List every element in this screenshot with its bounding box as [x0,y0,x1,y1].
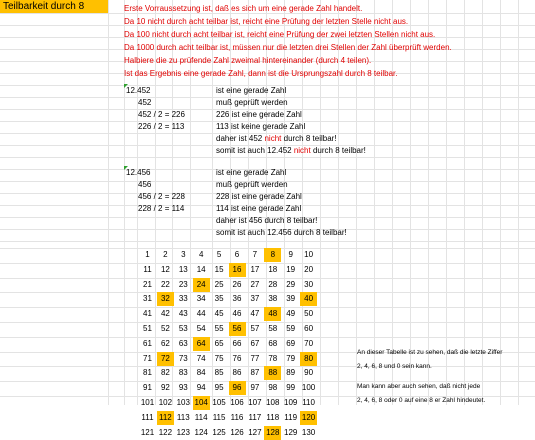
example-conclusion: daher ist 452 nicht durch 8 teilbar! [216,134,337,143]
grid-cell: 27 [250,279,260,289]
grid-cell-multiple-of-8: 120 [300,411,317,425]
grid-cell-multiple-of-8: 72 [157,352,174,366]
grid-cell: 101 [140,398,155,407]
grid-cell: 21 [143,279,152,289]
grid-cell: 92 [160,383,170,393]
grid-cell: 9 [288,250,293,259]
example-conclusion: daher ist 456 durch 8 teilbar! [216,216,318,225]
grid-cell: 127 [248,427,262,437]
grid-cell: 5 [216,250,222,259]
example-note: ist eine gerade Zahl [216,86,287,95]
grid-cell: 57 [250,324,260,333]
grid-cell: 54 [196,324,206,333]
grid-cell: 86 [232,368,242,378]
grid-cell: 14 [196,264,206,274]
grid-cell: 36 [232,294,242,304]
grid-cell: 81 [143,368,152,378]
note-line: Man kann aber auch sehen, daß nicht jede [357,383,481,390]
grid-cell: 1 [145,250,150,259]
grid-cell-multiple-of-8: 96 [229,381,246,395]
intro-line: Da 1000 durch acht teilbar ist, müssen nur die letzten drei Stellen der Zahl überprüft werden. [124,43,452,52]
example-step: 228 / 2 = 114 [138,204,185,213]
grid-cell: 29 [286,279,296,289]
grid-cell: 107 [248,398,262,407]
grid-cell: 129 [284,427,298,437]
grid-cell: 45 [214,309,224,319]
grid-cell: 102 [158,398,173,407]
grid-cell: 95 [214,383,224,393]
grid-cell: 109 [284,398,298,407]
grid-cell: 85 [214,368,224,378]
grid-cell: 126 [230,427,244,437]
grid-cell: 43 [178,309,188,319]
grid-cell-multiple-of-8: 112 [157,411,174,425]
example-number: 12.452 [126,86,151,95]
grid-cell: 4 [198,250,204,259]
intro-line: Halbiere die zu prüfende Zahl zweimal hintereinander (durch 4 teilen). [124,56,372,65]
grid-cell: 75 [214,353,224,363]
grid-cell: 117 [248,412,262,422]
grid-cell: 63 [178,338,188,348]
example-step: 452 / 2 = 226 [138,110,185,119]
grid-cell: 12 [160,264,170,274]
grid-cell: 116 [230,412,244,422]
example-step: 226 / 2 = 113 [138,122,185,131]
note-line: An dieser Tabelle ist zu sehen, daß die letzte Ziffer [357,349,503,356]
grid-cell-multiple-of-8: 48 [264,307,281,321]
example-note: 226 ist eine gerade Zahl [216,110,302,119]
example-note: muß geprüft werden [216,180,288,189]
grid-cell: 103 [176,398,190,407]
grid-cell: 113 [176,412,190,422]
grid-cell: 51 [143,324,152,333]
grid-cell: 100 [301,383,316,393]
grid-cell: 23 [178,279,188,289]
grid-cell: 55 [214,324,224,333]
grid-cell: 19 [286,264,296,274]
grid-cell: 42 [160,309,170,319]
grid-cell: 3 [181,250,186,259]
grid-cell: 41 [143,309,152,319]
grid-cell: 15 [214,264,224,274]
grid-cell: 122 [158,427,173,437]
grid-cell: 7 [252,250,258,259]
example-note: 113 ist keine gerade Zahl [216,122,306,131]
grid-cell: 58 [268,324,278,333]
grid-cell: 39 [286,294,296,304]
grid-cell-multiple-of-8: 56 [229,322,246,336]
grid-cell: 93 [178,383,188,393]
grid-cell: 34 [196,294,206,304]
grid-cell: 67 [250,338,260,348]
intro-line: Erste Vorraussetzung ist, daß es sich um eine gerade Zahl handelt. [124,4,363,13]
grid-cell: 70 [304,338,314,348]
grid-cell: 18 [268,264,278,274]
intro-line: Da 100 nicht durch acht teilbar ist, reicht eine Prüfung der zwei letzten Stellen nicht aus. [124,30,436,39]
example-step: 456 [138,180,152,189]
grid-cell: 59 [286,324,296,333]
grid-cell: 33 [178,294,188,304]
grid-cell: 13 [178,264,188,274]
grid-cell-multiple-of-8: 32 [157,292,174,306]
grid-cell: 124 [194,427,208,437]
note-line: 2, 4, 6, 8 und 0 sein kann. [357,363,432,370]
grid-cell: 119 [284,412,298,422]
grid-cell: 97 [250,383,260,393]
grid-cell: 125 [212,427,226,437]
grid-cell: 30 [304,279,314,289]
grid-cell: 20 [304,264,314,274]
grid-cell: 22 [160,279,170,289]
example-note: muß geprüft werden [216,98,288,107]
grid-cell-multiple-of-8: 80 [300,352,317,366]
example-conclusion: somit ist auch 12.452 nicht durch 8 teilbar! [216,146,366,155]
grid-cell: 89 [286,368,296,378]
grid-cell: 79 [286,353,296,363]
grid-cell: 6 [234,250,240,259]
example-number: 12.456 [126,168,151,177]
grid-cell: 115 [212,412,226,422]
grid-cell: 2 [163,250,168,259]
grid-cell: 38 [268,294,278,304]
grid-cell: 44 [196,309,206,319]
grid-cell: 111 [141,412,154,422]
grid-cell: 50 [304,309,314,319]
grid-cell: 76 [232,353,242,363]
grid-cell: 46 [232,309,242,319]
grid-cell: 52 [160,324,170,333]
grid-cell: 26 [232,279,242,289]
grid-cell: 17 [250,264,260,274]
grid-cell: 83 [178,368,188,378]
grid-cell: 78 [268,353,278,363]
grid-cell: 99 [286,383,296,393]
sheet-title: Teilbarkeit durch 8 [0,0,108,13]
grid-cell: 61 [143,338,152,348]
grid-cell: 53 [178,324,188,333]
grid-cell: 87 [250,368,260,378]
grid-cell: 37 [250,294,260,304]
grid-cell-multiple-of-8: 128 [264,426,281,440]
example-conclusion: somit ist auch 12.456 durch 8 teilbar! [216,228,347,237]
example-note: ist eine gerade Zahl [216,168,287,177]
grid-cell: 84 [196,368,206,378]
grid-cell: 114 [194,412,208,422]
grid-cell: 74 [196,353,206,363]
grid-cell: 69 [286,338,296,348]
grid-cell-multiple-of-8: 64 [193,337,210,351]
grid-cell: 121 [140,427,155,437]
grid-cell-multiple-of-8: 88 [264,366,281,380]
grid-cell-multiple-of-8: 16 [229,263,246,277]
grid-cell: 31 [143,294,152,304]
grid-cell: 62 [160,338,170,348]
grid-cell: 110 [302,398,315,407]
grid-cell: 94 [196,383,206,393]
example-note: 228 ist eine gerade Zahl [216,192,302,201]
grid-cell: 118 [266,412,280,422]
grid-cell: 106 [230,398,244,407]
example-step: 456 / 2 = 228 [138,192,185,201]
grid-cell: 35 [214,294,224,304]
grid-cell: 77 [250,353,260,363]
grid-cell: 28 [268,279,278,289]
grid-cell: 90 [304,368,314,378]
grid-cell: 68 [268,338,278,348]
grid-cell: 123 [176,427,190,437]
grid-cell: 91 [143,383,152,393]
grid-cell: 98 [268,383,278,393]
grid-cell: 60 [304,324,314,333]
grid-cell: 108 [266,398,280,407]
row-gridline [0,157,535,158]
example-note: 114 ist eine gerade Zahl [216,204,302,213]
note-line: 2, 4, 6, 8 oder 0 auf eine 8 er Zahl hindeutet. [357,397,486,404]
grid-cell: 66 [232,338,242,348]
grid-cell: 130 [301,427,316,437]
grid-cell: 49 [286,309,296,319]
grid-cell: 82 [160,368,170,378]
grid-cell: 10 [304,250,314,259]
grid-cell: 73 [178,353,188,363]
grid-cell: 105 [212,398,226,407]
grid-cell-multiple-of-8: 8 [264,248,281,262]
grid-cell: 71 [143,353,152,363]
grid-cell-multiple-of-8: 24 [193,278,210,292]
intro-line: Da 10 nicht durch acht teilbar ist, reicht eine Prüfung der letzten Stelle nicht aus. [124,17,409,26]
grid-cell: 65 [214,338,224,348]
grid-cell: 11 [143,264,152,274]
row-gridline [0,241,535,242]
grid-cell-multiple-of-8: 40 [300,292,317,306]
grid-cell: 47 [250,309,260,319]
example-step: 452 [138,98,152,107]
intro-line: Ist das Ergebnis eine gerade Zahl, dann ist die Ursprungszahl durch 8 teilbar. [124,69,398,78]
grid-cell: 25 [214,279,224,289]
grid-cell-multiple-of-8: 104 [193,396,210,410]
